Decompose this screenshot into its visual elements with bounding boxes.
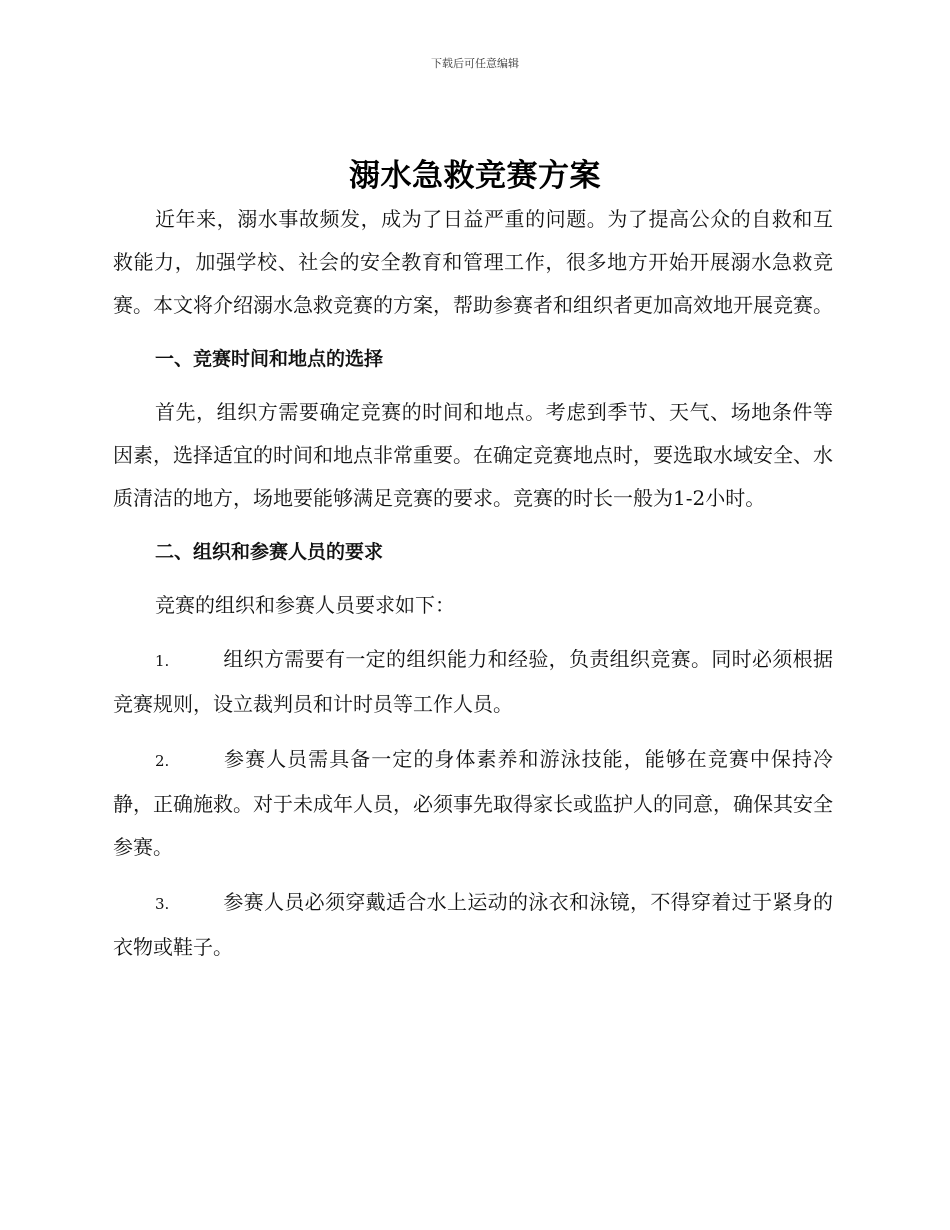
document-title: 溺水急救竞赛方案	[349, 158, 601, 194]
section-heading-2: 二、组织和参赛人员的要求	[155, 541, 384, 563]
section-1-paragraph: 首先，组织方需要确定竞赛的时间和地点。考虑到季节、天气、场地条件等因素，选择适宜的时间和地点非常重要。在确定竞赛地点时，要选取水域安全、水质清洁的地方，场地要能够满足竞赛的要求。竞赛的时长一般为1-2小时。	[113, 400, 833, 510]
list-item-number: 2.	[155, 752, 170, 770]
page-header-note: 下载后可任意编辑	[431, 57, 519, 70]
list-item	[113, 881, 833, 969]
list-item	[113, 638, 833, 726]
list-item-text: 参赛人员需具备一定的身体素养和游泳技能，能够在竞赛中保持冷静，正确施救。对于未成年人员，必须事先取得家长或监护人的同意，确保其安全参赛。	[113, 747, 833, 859]
list-item-number: 3.	[155, 895, 170, 913]
intro-paragraph: 近年来，溺水事故频发，成为了日益严重的问题。为了提高公众的自救和互救能力，加强学校、社会的安全教育和管理工作，很多地方开始开展溺水急救竞赛。本文将介绍溺水急救竞赛的方案，帮助参赛者和组织者更加高效地开展竞赛。	[113, 207, 833, 317]
list-item-text: 组织方需要有一定的组织能力和经验，负责组织竞赛。同时必须根据竞赛规则，设立裁判员和计时员等工作人员。	[113, 647, 833, 716]
document-body	[113, 198, 833, 981]
list-item-text: 参赛人员必须穿戴适合水上运动的泳衣和泳镜，不得穿着过于紧身的衣物或鞋子。	[113, 890, 833, 959]
list-item-number: 1.	[155, 652, 170, 670]
section-heading-1: 一、竞赛时间和地点的选择	[155, 348, 384, 370]
section-2-lead: 竞赛的组织和参赛人员要求如下：	[155, 593, 455, 617]
list-item	[113, 738, 833, 869]
